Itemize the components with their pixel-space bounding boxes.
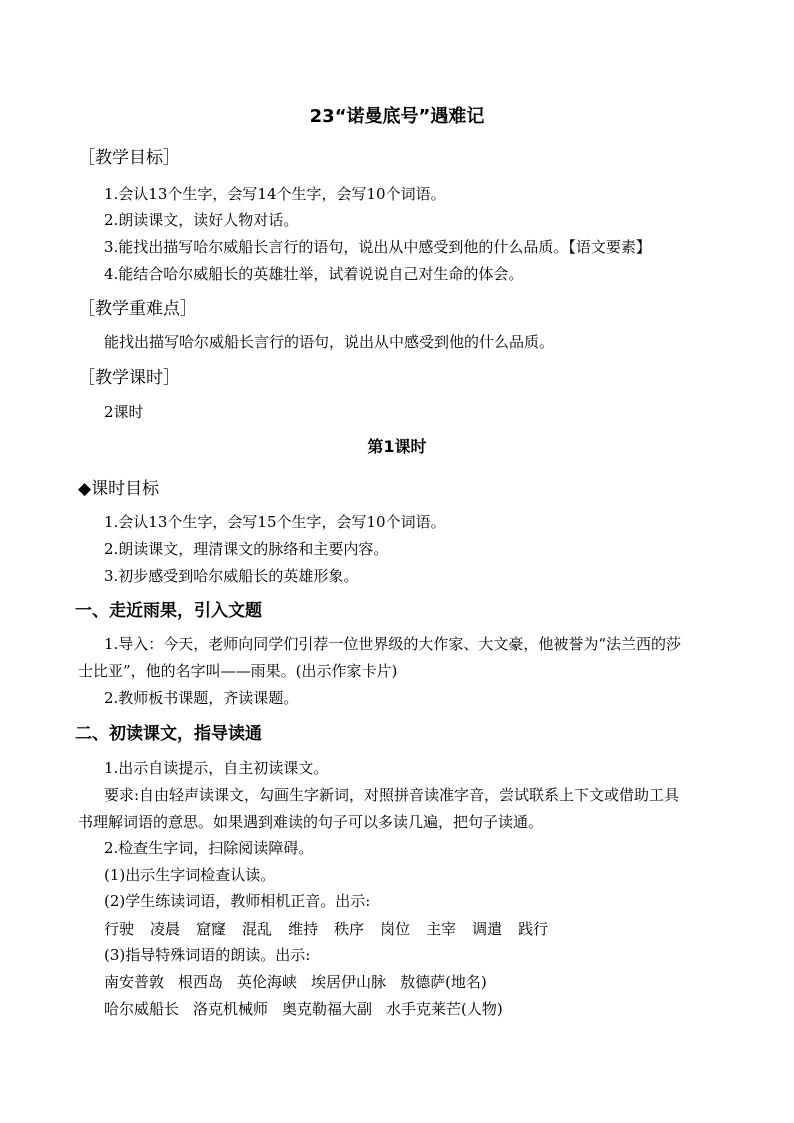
lesson-goals-heading: ◆课时目标 [78,479,160,499]
vocab-word: 践行 [518,920,549,938]
vocab-word: 混乱 [242,920,273,938]
part2-line: (3)指导特殊词语的朗读。出示: [104,946,311,964]
hours-heading: ［教学课时］ [78,368,180,388]
lesson-goal-item: 2.朗读课文，理清课文的脉络和主要内容。 [104,540,389,558]
vocabulary-words [104,919,564,939]
lesson-goal-item: 3.初步感受到哈尔威船长的英雄形象。 [104,567,359,585]
person-name: 奥克勒福大副 [282,1000,373,1018]
part2-line: (1)出示生字词检查认读。 [104,866,276,884]
place-names [104,972,501,992]
person-name: 哈尔威船长 [104,1000,180,1018]
goal-item: 3.能找出描写哈尔威船长言行的语句，说出从中感受到他的什么品质。【语文要素】 [104,238,651,256]
part2-line: 书理解词语的意思。如果遇到难读的句子可以多读几遍，把句子读通。 [78,813,544,831]
lesson-goal-item: 1.会认13个生字，会写15个生字，会写10个词语。 [104,513,446,531]
key-points-heading: ［教学重难点］ [78,299,197,319]
lesson-title: 第1课时 [367,437,427,456]
person-name: 洛克机械师 [193,1000,269,1018]
person-name: 水手克莱芒(人物) [386,1000,503,1018]
hours-text: 2课时 [104,403,144,421]
place-name: 敖德萨(地名) [400,973,487,991]
vocab-word: 凌晨 [150,920,181,938]
goals-heading: ［教学目标］ [78,148,180,168]
part2-line: 1.出示自读提示，自主初读课文。 [104,759,329,777]
person-names [104,999,517,1019]
part1-heading: 一、走近雨果，引入文题 [75,601,262,621]
vocab-word: 行驶 [104,920,135,938]
place-name: 南安普敦 [104,973,165,991]
vocab-word: 主宰 [426,920,457,938]
place-name: 埃居伊山脉 [311,973,387,991]
key-points-text: 能找出描写哈尔威船长言行的语句，说出从中感受到他的什么品质。 [104,333,555,351]
goal-item: 1.会认13个生字，会写14个生字，会写10个词语。 [104,185,446,203]
vocab-word: 岗位 [380,920,411,938]
place-name: 英伦海峡 [237,973,298,991]
part2-line: 2.检查生字词，扫除阅读障碍。 [104,839,314,857]
part1-line: 士比亚”，他的名字叫——雨果。(出示作家卡片) [78,662,398,680]
part2-line: 要求:自由轻声读课文，勾画生字新词，对照拼音读准字音，尝试联系上下文或借助工具 [104,786,680,804]
part1-line: 1.导入：今天，老师向同学们引荐一位世界级的大作家、大文豪，他被誉为“法兰西的莎 [104,635,681,653]
vocab-word: 调遣 [472,920,503,938]
goal-item: 4.能结合哈尔威船长的英雄壮举，试着说说自己对生命的体会。 [104,265,524,283]
place-name: 根西岛 [178,973,224,991]
goal-item: 2.朗读课文，读好人物对话。 [104,211,299,229]
part1-line: 2.教师板书课题，齐读课题。 [104,689,299,707]
part2-heading: 二、初读课文，指导读通 [75,724,262,744]
part2-line: (2)学生练读词语，教师相机正音。出示: [104,892,371,910]
vocab-word: 秩序 [334,920,365,938]
vocab-word: 窟窿 [196,920,227,938]
document-title: 23“诺曼底号”遇难记 [309,106,485,127]
vocab-word: 维持 [288,920,319,938]
